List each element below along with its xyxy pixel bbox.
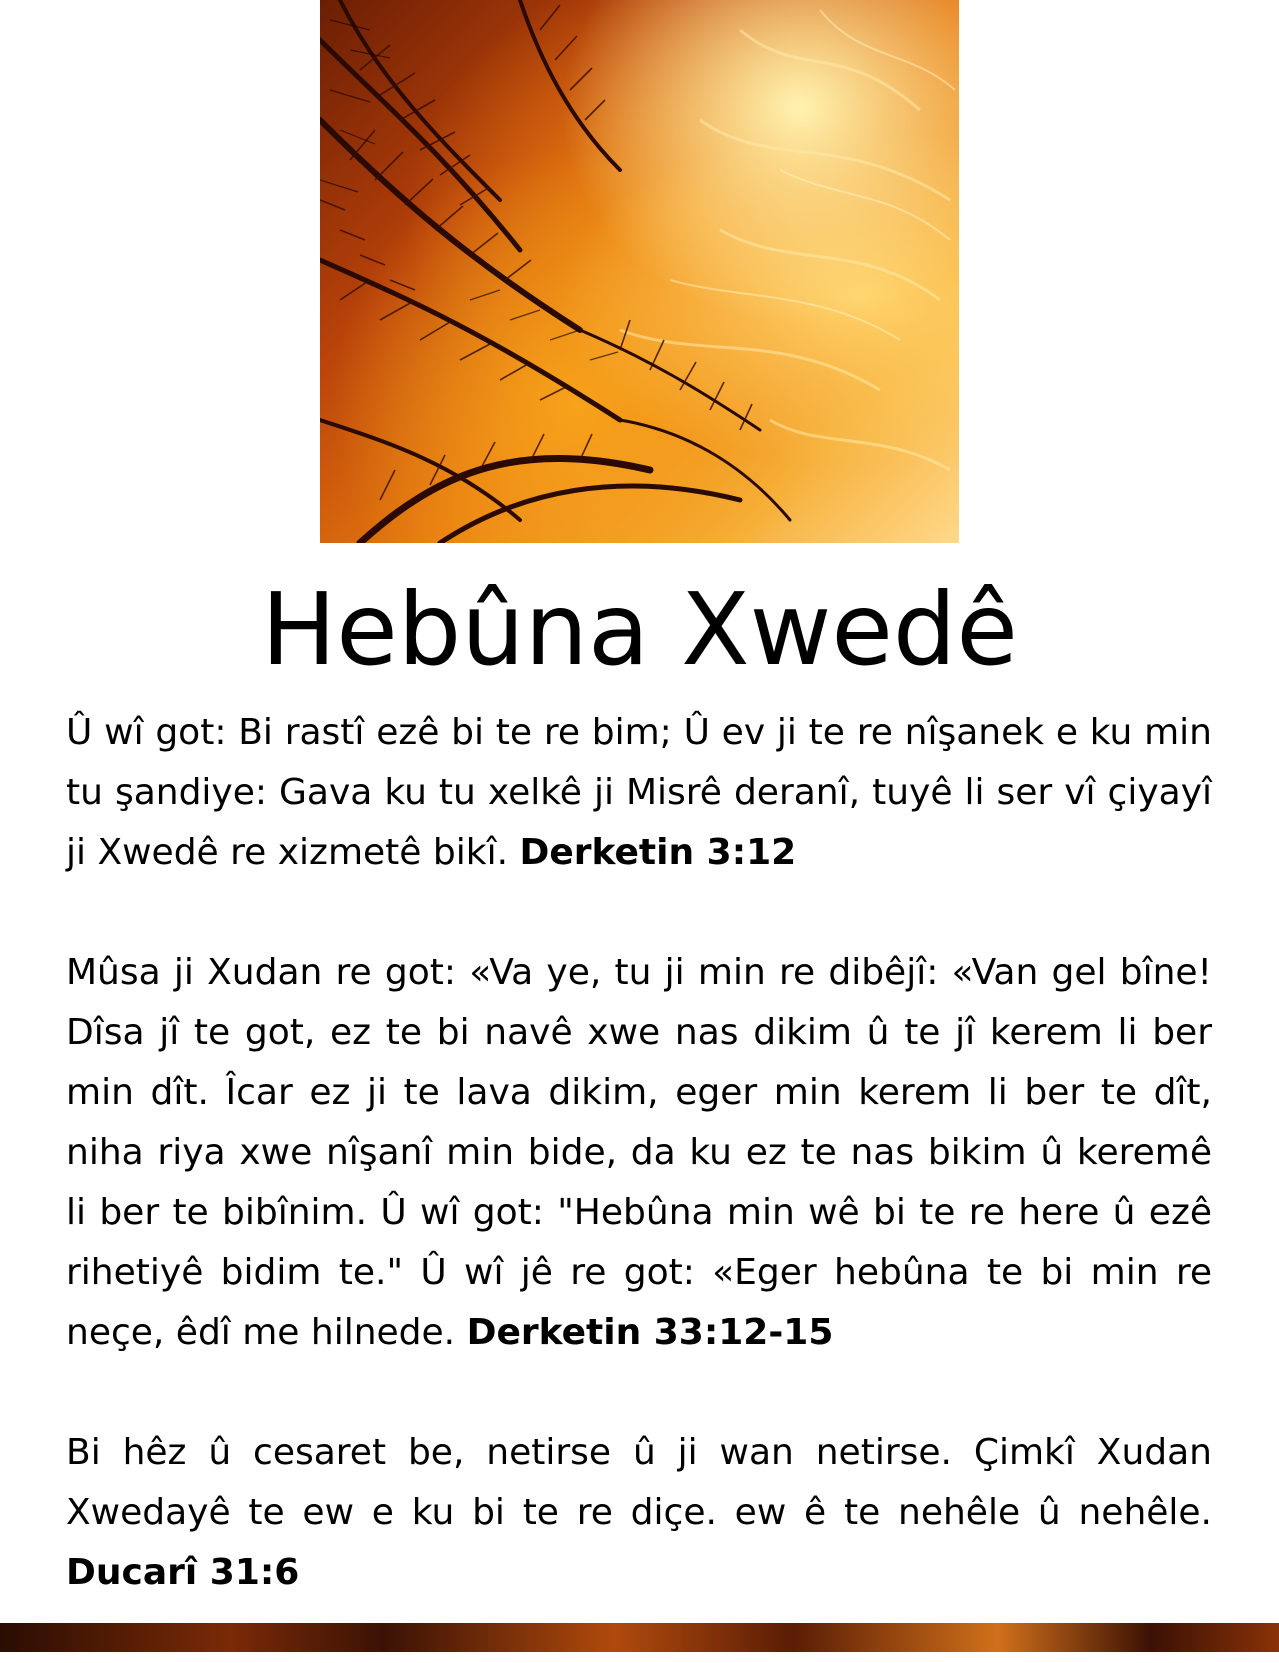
passage-text: Û wî got: Bi rastî ezê bi te re bim; Û ev ji te re nîşanek e ku min tu şandiye: Gava ku tu xelkê ji Misrê deranî, tuyê li ser vî çiyayî ji Xwedê re xizmetê bikî.: [66, 712, 1212, 873]
hero-image: [320, 0, 959, 543]
passage-reference: Derketin 3:12: [519, 832, 797, 873]
fire-strip-image: [0, 1623, 1279, 1652]
passage-reference: Derketin 33:12-15: [466, 1312, 834, 1353]
passage-reference: Ducarî 31:6: [66, 1552, 300, 1593]
passage-2: [66, 943, 1212, 1363]
passage-text: Bi hêz û cesaret be, netirse û ji wan netirse. Çimkî Xudan Xwedayê te ew e ku bi te re diçe. ew ê te nehêle û nehêle.: [66, 1432, 1212, 1533]
passage-3: [66, 1423, 1212, 1603]
page-title: Hebûna Xwedê: [261, 571, 1018, 688]
passage-text: Mûsa ji Xudan re got: «Va ye, tu ji min re dibêjî: «Van gel bîne! Dîsa jî te got, ez te bi navê xwe nas dikim û te jî kerem li ber min dît. Îcar ez ji te lava dikim, eger min kerem li ber te dît, niha riya xwe nîşanî min bide, da ku ez te nas bikim û keremê li ber te bibînim. Û wî got: "Hebûna min wê bi te re here û ezê rihetiyê bidim te." Û wî jê re got: «Eger hebûna te bi min re neçe, êdî me hilnede.: [66, 952, 1212, 1353]
burning-bush-icon: [320, 0, 959, 543]
passage-1: [66, 703, 1212, 883]
scripture-passages: [66, 703, 1212, 1663]
